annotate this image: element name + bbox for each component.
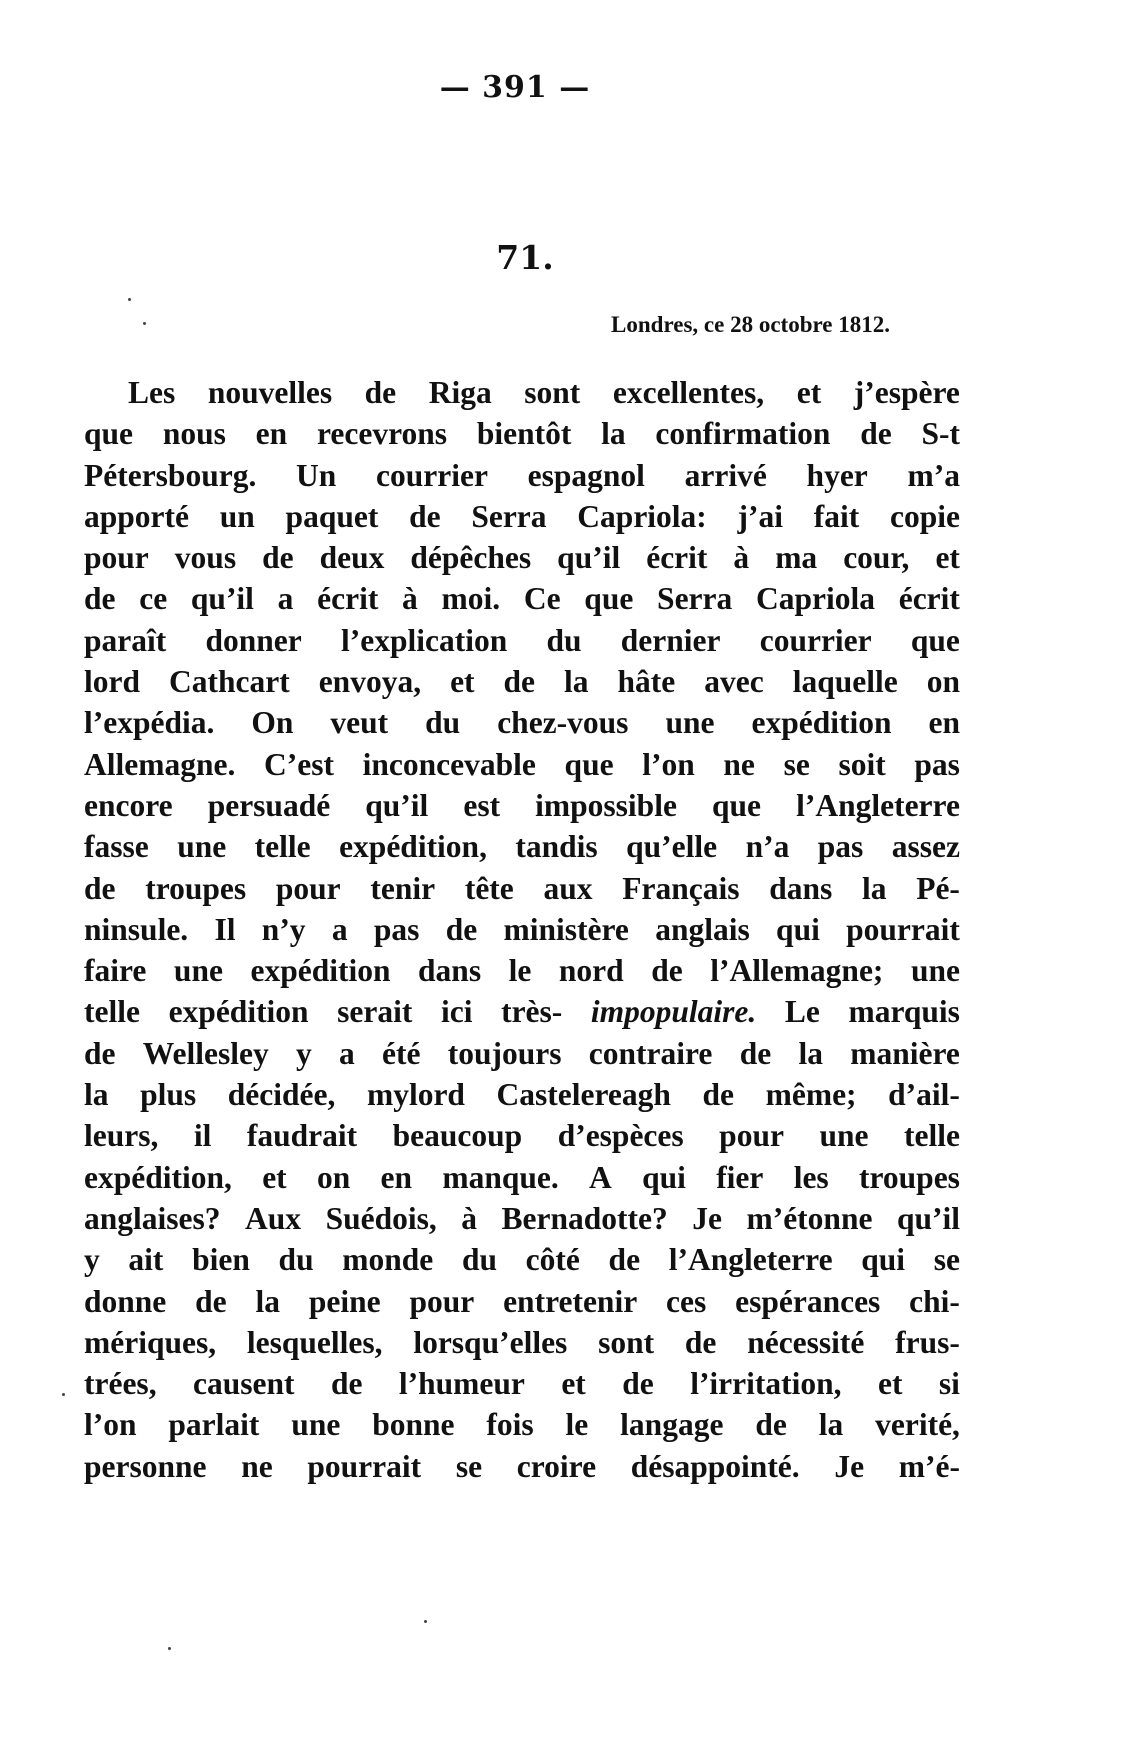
text-word: donner	[205, 622, 302, 658]
text-word: Il	[214, 911, 236, 947]
text-line	[84, 909, 960, 950]
text-line	[84, 455, 960, 496]
text-word: dans	[769, 870, 833, 906]
text-word: Aux	[245, 1200, 302, 1236]
text-word: Suédois,	[325, 1200, 437, 1236]
text-word: très-	[501, 994, 563, 1030]
text-word: l’on	[84, 1407, 137, 1443]
text-word: l’Angleterre	[668, 1242, 833, 1278]
text-word: sont	[524, 375, 581, 410]
text-line	[84, 578, 960, 619]
text-word: faudrait	[246, 1118, 358, 1154]
text-word: serait	[337, 994, 413, 1030]
text-word: une	[177, 829, 227, 865]
text-word: de	[330, 1366, 363, 1402]
text-line	[84, 1404, 960, 1445]
text-word: causent	[193, 1366, 295, 1402]
text-line	[84, 1322, 960, 1363]
text-word: mériques,	[84, 1324, 217, 1360]
text-word: en	[255, 416, 288, 452]
text-word: d’espèces	[557, 1118, 684, 1154]
text-word: et	[262, 1159, 287, 1195]
text-word: une	[910, 953, 960, 989]
text-word: inconcevable	[362, 746, 536, 782]
text-word: en	[928, 705, 960, 741]
text-word: l’Angleterre	[796, 787, 960, 823]
text-word: du	[425, 705, 461, 741]
text-word: Les	[128, 375, 176, 410]
text-word: troupes	[145, 870, 247, 906]
text-word: de	[622, 1366, 654, 1402]
text-word: y	[84, 1242, 100, 1278]
text-word: lord	[84, 664, 141, 700]
text-word: à	[402, 581, 418, 617]
text-word: mylord	[366, 1077, 465, 1113]
text-word: beaucoup	[392, 1118, 523, 1154]
text-word: dans	[418, 953, 482, 989]
text-word: ici	[440, 994, 473, 1030]
text-word: fier	[716, 1159, 764, 1195]
text-word: expédition	[751, 705, 892, 741]
text-word: se	[455, 1448, 483, 1484]
text-word: de	[84, 1035, 116, 1071]
text-word: Riga	[428, 375, 492, 410]
text-word: été	[382, 1035, 421, 1071]
text-word: Je	[692, 1200, 722, 1236]
text-word: y	[296, 1035, 312, 1071]
text-word: manière	[850, 1035, 960, 1071]
text-word: anglais	[655, 911, 750, 947]
text-word: Français	[622, 870, 740, 906]
text-word: soit	[838, 746, 886, 782]
text-word: la	[818, 1407, 844, 1443]
text-word: la	[564, 664, 589, 700]
text-word: langage	[620, 1407, 724, 1443]
text-word: Pé-	[916, 870, 960, 906]
text-word: ait	[128, 1242, 164, 1278]
text-word: Ce	[523, 581, 561, 617]
text-word: ne	[241, 1448, 273, 1484]
text-word: manque.	[442, 1159, 559, 1195]
text-line	[84, 1363, 960, 1404]
text-word: frus-	[895, 1324, 960, 1360]
text-word: de	[195, 1283, 227, 1319]
text-line	[84, 1033, 960, 1074]
text-word: peine	[308, 1283, 381, 1319]
text-word: que	[564, 746, 614, 782]
text-word: arrivé	[684, 457, 767, 493]
text-word: de	[445, 911, 478, 947]
text-word: impossible	[535, 787, 677, 823]
text-line	[84, 1239, 960, 1280]
text-word: copie	[890, 498, 960, 534]
text-word: ces	[666, 1283, 707, 1319]
text-word: de	[84, 870, 116, 906]
text-line	[84, 620, 960, 661]
text-word: paraît	[84, 622, 167, 658]
text-word: on	[926, 664, 960, 700]
text-line	[84, 413, 960, 454]
text-word: si	[938, 1366, 960, 1402]
text-word: de	[503, 664, 536, 700]
text-word: Cathcart	[169, 664, 290, 700]
text-word: marquis	[848, 994, 960, 1030]
text-word: Allemagne.	[84, 746, 236, 782]
text-word: qu’il	[190, 581, 254, 617]
text-word: contraire	[588, 1035, 713, 1071]
text-word: courrier	[759, 622, 872, 658]
text-word: Le	[784, 994, 820, 1030]
text-word: nouvelles	[207, 375, 333, 410]
text-word: les	[793, 1159, 829, 1195]
text-word: la	[861, 870, 887, 906]
text-word: se	[933, 1242, 960, 1278]
text-word: l’on	[642, 746, 695, 782]
text-line	[84, 1198, 960, 1239]
text-word: personne	[84, 1448, 207, 1484]
text-word: encore	[84, 787, 173, 823]
text-word: donne	[84, 1283, 167, 1319]
text-line	[84, 826, 960, 867]
text-word: a	[277, 581, 294, 617]
text-word: on	[316, 1159, 351, 1195]
text-word: qu’il	[365, 787, 429, 823]
text-word: pour	[84, 540, 149, 576]
text-word: bientôt	[476, 416, 572, 452]
text-word: de	[651, 953, 683, 989]
text-word: hyer	[806, 457, 868, 493]
text-word: chi-	[909, 1283, 960, 1319]
text-word: espérances	[735, 1283, 881, 1319]
text-word: se	[783, 746, 810, 782]
text-word: aux	[543, 870, 593, 906]
text-word: ministère	[503, 911, 629, 947]
text-word: une	[291, 1407, 341, 1443]
text-word: plus	[140, 1077, 197, 1113]
text-word: tête	[464, 870, 514, 906]
text-word: Pétersbourg.	[84, 457, 257, 493]
text-word: Bernadotte?	[501, 1200, 668, 1236]
text-word: expédition,	[339, 829, 487, 865]
text-word: la	[255, 1283, 280, 1319]
text-line	[84, 868, 960, 909]
text-line	[84, 702, 960, 743]
text-word: cour,	[843, 540, 910, 576]
text-word: l’irritation,	[690, 1366, 842, 1402]
text-word: l’humeur	[398, 1366, 525, 1402]
scan-speck	[424, 1620, 427, 1623]
text-word: fasse	[84, 829, 149, 865]
text-word: pourrait	[307, 1448, 422, 1484]
text-word: côté	[525, 1242, 580, 1278]
text-word: désappointé.	[630, 1448, 800, 1484]
text-line	[84, 1281, 960, 1322]
text-word: m’étonne	[746, 1200, 873, 1236]
text-word: fois	[486, 1407, 534, 1443]
text-word: du	[546, 622, 582, 658]
text-word: A	[589, 1159, 612, 1195]
text-word: parlait	[168, 1407, 260, 1443]
text-word: expédition,	[84, 1159, 232, 1195]
text-word: il	[193, 1118, 212, 1154]
text-word: ma	[775, 540, 818, 576]
text-word: avec	[704, 664, 764, 700]
text-word: en	[380, 1159, 413, 1195]
text-word: lesquelles,	[246, 1324, 383, 1360]
text-word: troupes	[859, 1159, 960, 1195]
text-word: et	[935, 540, 960, 576]
text-line	[84, 537, 960, 578]
text-word: apporté	[84, 498, 189, 534]
text-word: écrit	[646, 540, 708, 576]
text-word: telle	[903, 1118, 960, 1154]
text-word: Serra	[471, 498, 547, 534]
text-word: n’a	[745, 829, 790, 865]
text-word: à	[461, 1200, 477, 1236]
text-word: l’Allemagne;	[710, 953, 884, 989]
text-word: verité,	[875, 1407, 960, 1443]
text-word: On	[251, 705, 294, 741]
text-word: monde	[342, 1242, 434, 1278]
text-word: ne	[723, 746, 755, 782]
text-word: et	[450, 664, 475, 700]
text-word: ninsule.	[84, 911, 189, 947]
text-word: et	[561, 1366, 586, 1402]
text-word: deux	[319, 540, 385, 576]
text-word: Un	[296, 457, 337, 493]
text-word: tandis	[515, 829, 598, 865]
text-word: j’espère	[853, 375, 960, 410]
text-word: espagnol	[527, 457, 645, 493]
text-word: une	[819, 1118, 869, 1154]
page-number: — 391 —	[439, 70, 591, 105]
text-word: qu’il	[557, 540, 621, 576]
text-line	[84, 991, 960, 1032]
text-word: l’explication	[341, 622, 508, 658]
text-word: qui	[642, 1159, 686, 1195]
text-word: telle	[254, 829, 311, 865]
text-word: nord	[558, 953, 624, 989]
text-word: moi.	[441, 581, 501, 617]
text-word: hâte	[617, 664, 676, 700]
text-word: de	[262, 540, 294, 576]
text-word: lorsqu’elles	[413, 1324, 568, 1360]
text-line	[84, 1115, 960, 1156]
text-word: entretenir	[503, 1283, 638, 1319]
text-word: trées,	[84, 1366, 157, 1402]
text-line	[84, 372, 960, 413]
text-word: que	[910, 622, 960, 658]
text-word: qu’elle	[626, 829, 718, 865]
text-word: une	[665, 705, 715, 741]
text-word: expédition	[250, 953, 391, 989]
text-word: et	[796, 375, 822, 410]
text-word: une	[173, 953, 223, 989]
text-word: pas	[373, 911, 420, 947]
text-word: anglaises?	[84, 1200, 221, 1236]
text-word: courrier	[376, 457, 488, 493]
text-word: de	[409, 498, 441, 534]
text-word: la	[798, 1035, 823, 1071]
text-word: et	[877, 1366, 903, 1402]
text-word: de	[702, 1077, 735, 1113]
text-word: Wellesley	[142, 1035, 269, 1071]
text-word: expédition	[168, 994, 309, 1030]
scan-speck	[143, 322, 146, 325]
text-word: a	[339, 1035, 355, 1071]
text-word: de	[364, 375, 397, 410]
text-word: bonne	[372, 1407, 455, 1443]
text-word: de	[684, 1324, 717, 1360]
text-word: Serra	[657, 581, 733, 617]
scan-speck	[128, 298, 131, 301]
text-word: telle	[84, 994, 140, 1030]
text-line	[84, 496, 960, 537]
text-word: j’ai	[737, 498, 784, 534]
text-word: pourrait	[846, 911, 960, 947]
text-word: assez	[891, 829, 960, 865]
text-line	[84, 1157, 960, 1198]
text-word: la	[84, 1077, 109, 1113]
text-word: du	[461, 1242, 497, 1278]
text-word: excellentes,	[612, 375, 765, 410]
text-word: croire	[516, 1448, 597, 1484]
text-word: pour	[719, 1118, 784, 1154]
text-line	[84, 950, 960, 991]
text-word: faire	[84, 953, 147, 989]
text-word: le	[508, 953, 532, 989]
text-word: écrit	[898, 581, 960, 617]
letter-body	[84, 372, 960, 1487]
text-word: que	[584, 581, 634, 617]
text-word: fait	[813, 498, 860, 534]
text-word: dernier	[620, 622, 721, 658]
text-word: confirmation	[655, 416, 831, 452]
text-word: à	[733, 540, 750, 576]
text-word: n’y	[261, 911, 306, 947]
text-word: pas	[817, 829, 864, 865]
text-word: que	[84, 416, 134, 452]
text-word: de	[608, 1242, 641, 1278]
text-word: sont	[598, 1324, 655, 1360]
text-word: du	[278, 1242, 314, 1278]
text-word: laquelle	[792, 664, 898, 700]
text-word: vous	[174, 540, 237, 576]
text-word: nous	[162, 416, 226, 452]
text-line	[84, 785, 960, 826]
text-word: est	[463, 787, 501, 823]
text-word: dépêches	[410, 540, 532, 576]
text-line	[84, 1074, 960, 1115]
text-word: même;	[765, 1077, 857, 1113]
text-word: l’expédia.	[84, 705, 215, 741]
text-word: Capriola:	[577, 498, 707, 534]
text-word: leurs,	[84, 1118, 159, 1154]
text-word: la	[601, 416, 626, 452]
text-word: décidée,	[227, 1077, 336, 1113]
text-word: écrit	[317, 581, 379, 617]
text-word: d’ail-	[888, 1077, 960, 1113]
text-word: C’est	[264, 746, 334, 782]
text-line	[84, 661, 960, 702]
text-word: le	[565, 1407, 589, 1443]
text-word: qui	[861, 1242, 906, 1278]
text-word: ce	[139, 581, 168, 617]
text-word: recevrons	[316, 416, 448, 452]
text-word: paquet	[285, 498, 379, 534]
text-word: envoya,	[318, 664, 422, 700]
text-word: Castelereagh	[496, 1077, 671, 1113]
text-word: de	[739, 1035, 772, 1071]
text-word: tenir	[370, 870, 436, 906]
text-word: pas	[914, 746, 960, 782]
text-word: S-t	[921, 416, 960, 452]
text-word: de	[860, 416, 892, 452]
text-word: de	[755, 1407, 787, 1443]
text-word: un	[219, 498, 255, 534]
text-word: m’é-	[898, 1448, 960, 1484]
text-line	[84, 744, 960, 785]
text-word: toujours	[447, 1035, 562, 1071]
text-word: nécessité	[747, 1324, 865, 1360]
letter-number: 71.	[496, 238, 554, 277]
text-word: qui	[776, 911, 820, 947]
text-word: qu’il	[896, 1200, 960, 1236]
text-word: persuadé	[207, 787, 331, 823]
text-word: m’a	[907, 457, 960, 493]
text-word: Capriola	[755, 581, 875, 617]
text-word: chez-vous	[497, 705, 629, 741]
text-word: pour	[275, 870, 341, 906]
scan-speck	[62, 1393, 65, 1396]
text-word: que	[712, 787, 762, 823]
text-word: impopulaire.	[590, 994, 757, 1030]
dateline: Londres, ce 28 octobre 1812.	[611, 312, 890, 337]
text-word: Je	[834, 1448, 865, 1484]
text-word: pour	[409, 1283, 475, 1319]
text-word: de	[84, 581, 116, 617]
text-line	[84, 1446, 960, 1487]
scan-speck	[168, 1647, 171, 1650]
text-word: veut	[330, 705, 389, 741]
text-word: bien	[192, 1242, 250, 1278]
text-word: a	[331, 911, 348, 947]
